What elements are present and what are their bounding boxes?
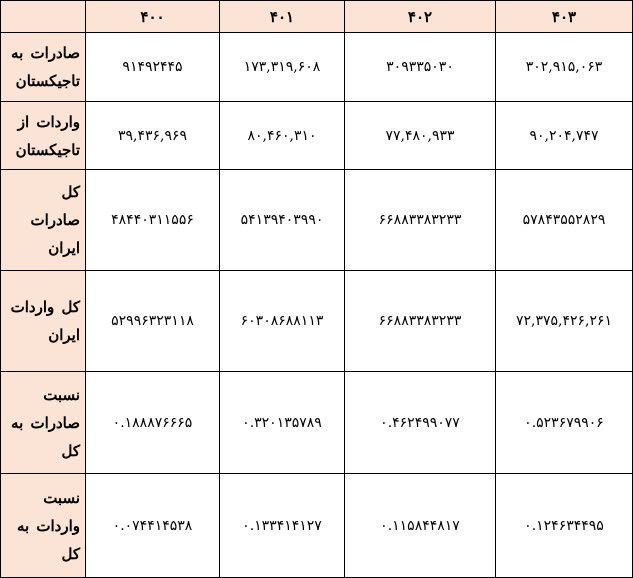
table-row <box>1 271 633 372</box>
table-cell: ۰.۱۲۴۶۳۴۴۹۵ <box>496 474 633 578</box>
table-cell: ۰.۳۲۰۱۳۵۷۸۹ <box>220 372 345 474</box>
row-label-imports-from-tajikistan: واردات از تاجیکستان <box>1 102 86 170</box>
header-row <box>1 1 633 33</box>
table-cell: ۵۴۱۳۹۴۰۳۹۹۰ <box>220 170 345 271</box>
table-cell: ۷۷,۴۸۰,۹۳۳ <box>345 102 496 170</box>
table-cell: ۶۰۳۰۸۶۸۸۱۱۳ <box>220 271 345 372</box>
header-year-cell: ۴۰۲ <box>345 1 496 33</box>
table-cell: ۸۰,۴۶۰,۳۱۰ <box>220 102 345 170</box>
table-cell: ۵۲۹۹۶۳۲۳۱۱۸ <box>86 271 220 372</box>
table-cell: ۹۱۴۹۲۴۴۵ <box>86 33 220 102</box>
row-label-total-iran-exports: کل صادرات ایران <box>1 170 86 271</box>
header-year-cell: ۴۰۳ <box>496 1 633 33</box>
table-cell: ۴۸۴۴۰۳۱۱۵۵۶ <box>86 170 220 271</box>
row-label-export-ratio: نسبت صادرات به کل <box>1 372 86 474</box>
table-cell: ۳۰۹۳۳۵۰۳۰ <box>345 33 496 102</box>
table-row <box>1 102 633 170</box>
table-row <box>1 33 633 102</box>
table-row <box>1 170 633 271</box>
table-cell: ۰.۱۳۳۴۱۴۱۲۷ <box>220 474 345 578</box>
table-cell: ۷۲,۳۷۵,۴۲۶,۲۶۱ <box>496 271 633 372</box>
header-corner-cell <box>1 1 86 33</box>
table-cell: ۰.۱۸۸۸۷۶۶۶۵ <box>86 372 220 474</box>
row-label-import-ratio: نسبت واردات به کل <box>1 474 86 578</box>
row-label-total-iran-imports: کل واردات ایران <box>1 271 86 372</box>
table-cell: ۳۰۲,۹۱۵,۰۶۳ <box>496 33 633 102</box>
row-label-exports-to-tajikistan: صادرات به تاجیکستان <box>1 33 86 102</box>
table-row <box>1 474 633 578</box>
table-cell: ۶۶۸۸۳۳۸۳۲۳۳ <box>345 271 496 372</box>
header-year-cell: ۴۰۰ <box>86 1 220 33</box>
table-cell: ۰.۵۲۳۶۷۹۹۰۶ <box>496 372 633 474</box>
table-cell: ۰.۰۷۴۴۱۴۵۳۸ <box>86 474 220 578</box>
table-cell: ۹۰,۲۰۴,۷۴۷ <box>496 102 633 170</box>
header-year-cell: ۴۰۱ <box>220 1 345 33</box>
table-cell: ۶۶۸۸۳۳۸۳۲۳۳ <box>345 170 496 271</box>
table-cell: ۳۹,۴۳۶,۹۶۹ <box>86 102 220 170</box>
table-cell: ۵۷۸۴۳۵۵۲۸۲۹ <box>496 170 633 271</box>
table-cell: ۱۷۳,۳۱۹,۶۰۸ <box>220 33 345 102</box>
table-cell: ۰.۱۱۵۸۴۴۸۱۷ <box>345 474 496 578</box>
table-cell: ۰.۴۶۲۴۹۹۰۷۷ <box>345 372 496 474</box>
table-row <box>1 372 633 474</box>
